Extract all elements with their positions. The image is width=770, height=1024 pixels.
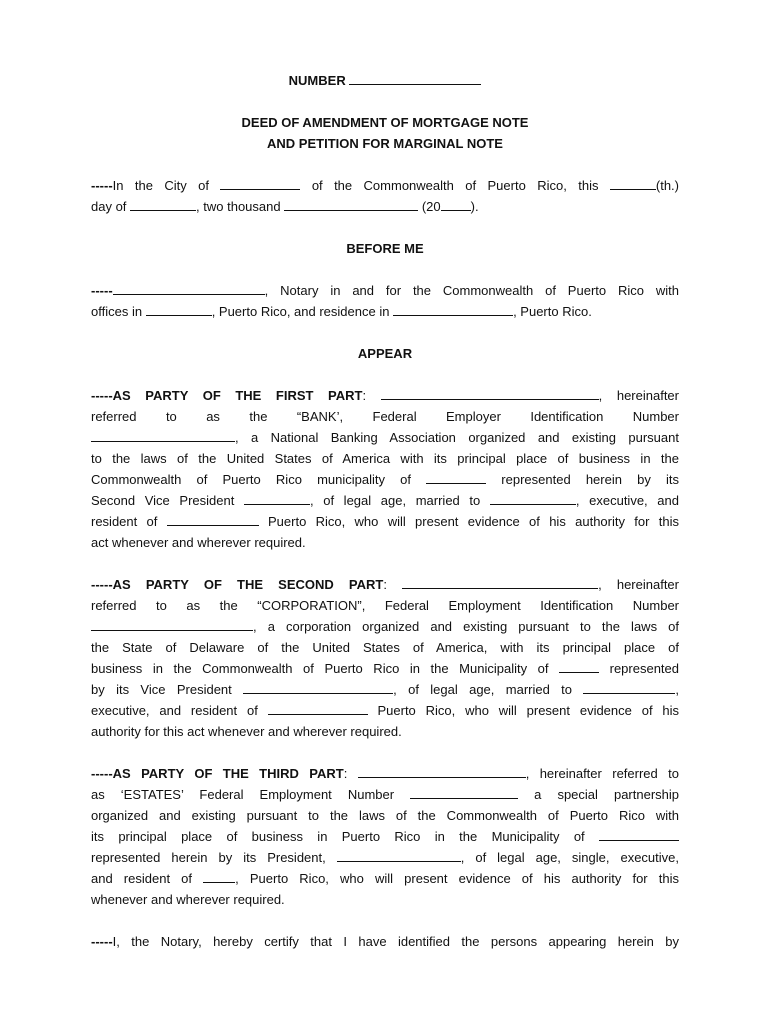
notary-name-blank xyxy=(113,280,265,295)
residence-blank xyxy=(203,868,235,883)
third-party-text: organized and existing pursuant to the laws of the Commonwealth of Puerto Rico with xyxy=(91,808,679,823)
certify-paragraph xyxy=(91,931,679,952)
city-blank xyxy=(220,175,300,190)
municipality-blank xyxy=(599,826,679,841)
paragraph-dashes: ----- xyxy=(91,283,113,298)
third-party-text: whenever and wherever required. xyxy=(91,892,285,907)
vice-president-blank xyxy=(243,679,393,694)
first-party-text: Second Vice President xyxy=(91,493,244,508)
day-blank xyxy=(610,175,656,190)
number-blank xyxy=(349,70,481,85)
third-party-paragraph xyxy=(91,763,679,910)
notary-text: , Puerto Rico, and residence in xyxy=(211,304,394,319)
first-party-paragraph xyxy=(91,385,679,553)
intro-text: of the Commonwealth of Puerto Rico, this xyxy=(300,178,610,193)
president-blank xyxy=(337,847,461,862)
third-party-lead: -----AS PARTY OF THE THIRD PART xyxy=(91,766,344,781)
third-party-text: , of legal age, single, executive, xyxy=(460,850,679,865)
document-title-line-1: DEED OF AMENDMENT OF MORTGAGE NOTE xyxy=(241,115,529,130)
before-me-heading: BEFORE ME xyxy=(346,241,424,256)
intro-text: , two thousand xyxy=(196,199,285,214)
first-party-text: , hereinafter xyxy=(598,388,679,403)
certify-text: I, the Notary, hereby certify that I have identified the persons appearing herein by xyxy=(112,934,679,949)
residence-blank xyxy=(167,511,259,526)
intro-text: (20 xyxy=(418,199,441,214)
first-party-text: : xyxy=(362,388,381,403)
intro-paragraph xyxy=(91,175,679,217)
estates-name-blank xyxy=(358,763,526,778)
notary-text: , Notary in and for the Commonwealth of Puerto Rico with xyxy=(264,283,679,298)
first-party-text: act whenever and wherever required. xyxy=(91,535,306,550)
corporation-ein-blank xyxy=(91,616,253,631)
notary-paragraph xyxy=(91,280,679,322)
intro-text: ). xyxy=(470,199,479,214)
intro-text: day of xyxy=(91,199,131,214)
second-party-text: executive, and resident of xyxy=(91,703,268,718)
first-party-text: Commonwealth of Puerto Rico municipality of xyxy=(91,472,427,487)
third-party-text: and resident of xyxy=(91,871,204,886)
second-party-text: , of legal age, married to xyxy=(393,682,584,697)
first-party-text: resident of xyxy=(91,514,167,529)
intro-text: (th.) xyxy=(655,178,679,193)
corporation-name-blank xyxy=(402,574,598,589)
second-party-text: the State of Delaware of the United States of America, with its principal place of xyxy=(91,640,679,655)
first-party-text: Puerto Rico, who will present evidence of his authority for this xyxy=(258,514,679,529)
second-party-paragraph xyxy=(91,574,679,742)
appear-heading: APPEAR xyxy=(357,346,413,361)
first-party-text: represented herein by its xyxy=(486,472,679,487)
third-party-text: its principal place of business in Puerto Rico in the Municipality of xyxy=(91,829,599,844)
married-to-blank xyxy=(490,490,576,505)
municipality-blank xyxy=(426,469,486,484)
bank-ein-blank xyxy=(91,427,235,442)
first-party-text: , of legal age, married to xyxy=(309,493,490,508)
second-party-text: , a corporation organized and existing pursuant to the laws of xyxy=(253,619,679,634)
third-party-text: as ‘ESTATES’ Federal Employment Number xyxy=(91,787,411,802)
first-party-text: to the laws of the United States of America with its principal place of business in the xyxy=(91,451,679,466)
intro-text: In the City of xyxy=(112,178,221,193)
third-party-text: represented herein by its President, xyxy=(91,850,337,865)
residence-blank xyxy=(393,301,513,316)
paragraph-dashes: ----- xyxy=(91,178,113,193)
second-party-text: referred to as the “CORPORATION”, Federal Employment Identification Number xyxy=(91,598,679,613)
offices-blank xyxy=(146,301,212,316)
notary-text: offices in xyxy=(91,304,146,319)
second-party-text: Puerto Rico, who will present evidence of his xyxy=(367,703,679,718)
married-to-blank xyxy=(583,679,675,694)
second-party-text: by its Vice President xyxy=(91,682,244,697)
paragraph-dashes: ----- xyxy=(91,934,113,949)
document-title-line-2: AND PETITION FOR MARGINAL NOTE xyxy=(267,136,503,151)
residence-blank xyxy=(268,700,368,715)
second-party-text: business in the Commonwealth of Puerto Rico in the Municipality of xyxy=(91,661,560,676)
first-party-text: , a National Banking Association organized and existing pursuant xyxy=(235,430,679,445)
vice-president-blank xyxy=(244,490,310,505)
second-party-text: authority for this act whenever and wherever required. xyxy=(91,724,402,739)
first-party-text: , executive, and xyxy=(575,493,679,508)
second-party-text: , hereinafter xyxy=(598,577,679,592)
year-digits-blank xyxy=(441,196,471,211)
year-words-blank xyxy=(284,196,418,211)
second-party-lead: -----AS PARTY OF THE SECOND PART xyxy=(91,577,384,592)
third-party-text: , Puerto Rico, who will present evidence of his authority for this xyxy=(235,871,679,886)
notary-text: , Puerto Rico. xyxy=(513,304,592,319)
month-blank xyxy=(130,196,196,211)
third-party-text: a special partnership xyxy=(518,787,679,802)
second-party-text: represented xyxy=(599,661,679,676)
document-number xyxy=(0,70,770,91)
second-party-text: : xyxy=(383,577,403,592)
estates-ein-blank xyxy=(410,784,518,799)
third-party-text: : xyxy=(343,766,358,781)
second-party-text: , xyxy=(675,682,679,697)
third-party-text: , hereinafter referred to xyxy=(525,766,679,781)
number-label: NUMBER xyxy=(288,73,346,88)
first-party-lead: -----AS PARTY OF THE FIRST PART xyxy=(91,388,363,403)
municipality-blank xyxy=(559,658,599,673)
first-party-text: referred to as the “BANK’, Federal Employer Identification Number xyxy=(91,409,679,424)
bank-name-blank xyxy=(381,385,599,400)
